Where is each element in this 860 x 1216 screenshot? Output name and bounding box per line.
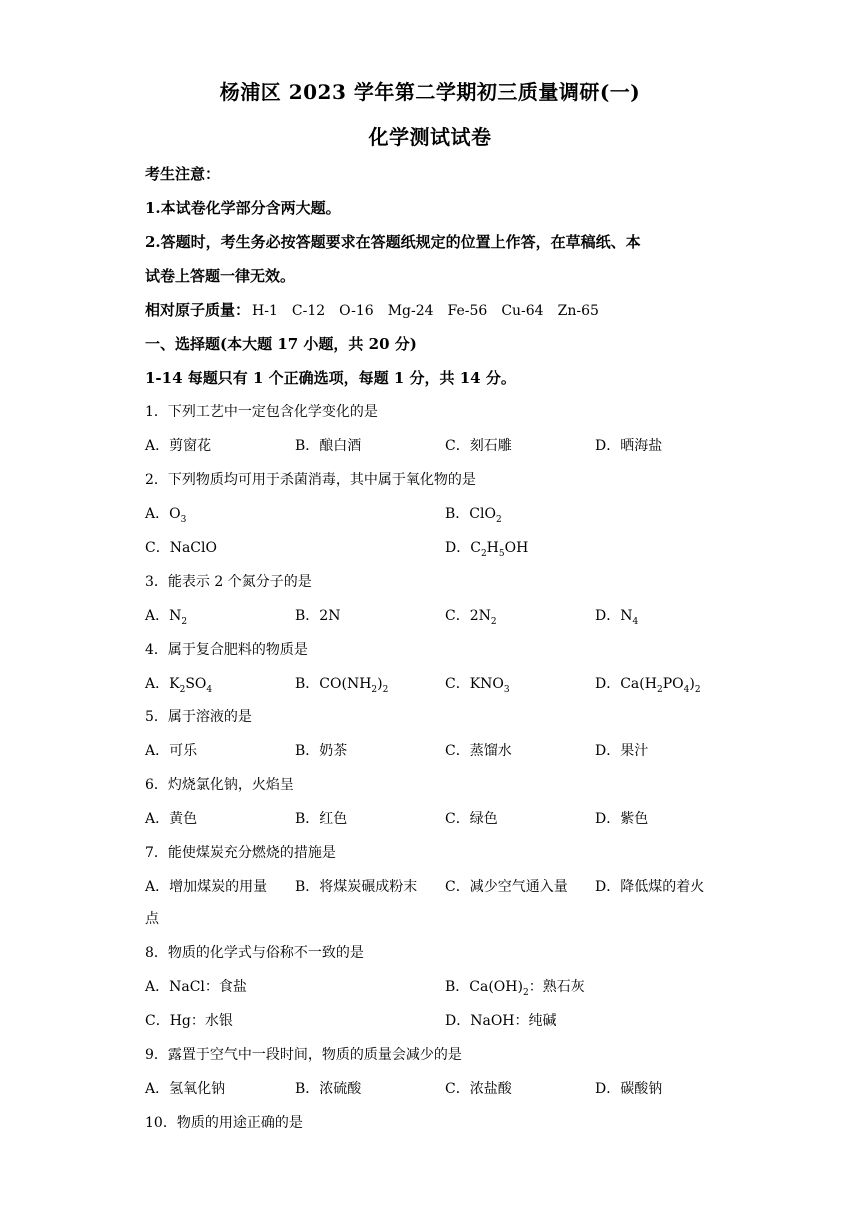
q3-option-d: D．$N_4$ — [595, 608, 639, 627]
q9-option-d: D．碳酸钠 — [595, 1081, 663, 1097]
q8-option-d: D．NaOH：纯碱 — [445, 1013, 557, 1029]
q8-option-b: B．$Ca(OH)_2$：熟石灰 — [445, 979, 585, 998]
q2-option-c: C．NaClO — [145, 540, 217, 556]
q2-option-b: B．ClO$_2$ — [445, 506, 502, 525]
atomic-mass-line — [145, 299, 613, 320]
atomic-mass-c: C-12 — [291, 303, 326, 319]
q9-option-c: C．浓盐酸 — [445, 1081, 512, 1097]
q4-option-c: C．$KNO_3$ — [445, 676, 510, 695]
q4-option-b: B．$CO(NH_2)_2$ — [295, 676, 389, 695]
question-4-stem: 4．属于复合肥料的物质是 — [145, 642, 308, 658]
notice-heading: 考生注意： — [145, 165, 221, 183]
question-10-stem: 10．物质的用途正确的是 — [145, 1115, 303, 1131]
atomic-mass-o: O-16 — [339, 303, 374, 319]
atomic-mass-fe: Fe-56 — [447, 303, 488, 319]
q8-option-a: A．NaCl：食盐 — [145, 979, 247, 995]
q2-option-a: A．$O_3$ — [145, 506, 187, 525]
atomic-mass-zn: Zn-65 — [557, 303, 599, 319]
q7-option-d: D．降低煤的着火 — [595, 879, 705, 895]
section-subtitle: 1-14 每题只有 1 个正确选项，每题 1 分，共 14 分。 — [145, 369, 516, 387]
atomic-mass-mg: Mg-24 — [387, 303, 434, 319]
q6-option-d: D．紫色 — [595, 811, 649, 827]
q3-option-c: C．$2N_2$ — [445, 608, 497, 627]
q4-option-d: D．$Ca(H_2PO_4)_2$ — [595, 676, 701, 695]
q1-option-d: D．晒海盐 — [595, 438, 663, 454]
q4-option-a: A．$K_2SO_4$ — [145, 676, 213, 695]
q5-option-d: D．果汁 — [595, 743, 649, 759]
q3-option-b: B．2N — [295, 608, 341, 624]
q1-option-a: A．剪窗花 — [145, 438, 212, 454]
question-6-stem: 6．灼烧氯化钠，火焰呈 — [145, 777, 294, 793]
q7-option-a: A．增加煤炭的用量 — [145, 879, 268, 895]
atomic-mass-cu: Cu-64 — [501, 303, 544, 319]
q1-option-c: C．刻石雕 — [445, 438, 512, 454]
question-2-stem: 2．下列物质均可用于杀菌消毒，其中属于氧化物的是 — [145, 472, 476, 488]
q3-option-a: A．$N_2$ — [145, 608, 188, 627]
q5-option-b: B．奶茶 — [295, 743, 348, 759]
notice-item-2: 2.答题时，考生务必按答题要求在答题纸规定的位置上作答，在草稿纸、本 — [145, 233, 641, 251]
question-7-stem: 7．能使煤炭充分燃烧的措施是 — [145, 845, 336, 861]
q6-option-c: C．绿色 — [445, 811, 498, 827]
q5-option-a: A．可乐 — [145, 743, 198, 759]
question-3-stem: 3．能表示 2 个氮分子的是 — [145, 574, 312, 590]
q7-option-b: B．将煤炭碾成粉末 — [295, 879, 418, 895]
section-title: 一、选择题(本大题 17 小题，共 20 分) — [145, 335, 417, 353]
q9-option-a: A．氢氧化钠 — [145, 1081, 226, 1097]
q5-option-c: C．蒸馏水 — [445, 743, 512, 759]
q7-option-d-cont: 点 — [145, 911, 159, 927]
exam-subtitle: 化学测试试卷 — [368, 125, 492, 149]
q8-option-c: C．Hg：水银 — [145, 1013, 233, 1029]
q2-option-d: D．$C_2H_5OH$ — [445, 540, 529, 559]
q6-option-b: B．红色 — [295, 811, 348, 827]
question-5-stem: 5．属于溶液的是 — [145, 709, 252, 725]
question-1-stem: 1．下列工艺中一定包含化学变化的是 — [145, 404, 378, 420]
q7-option-c: C．减少空气通入量 — [445, 879, 568, 895]
question-9-stem: 9．露置于空气中一段时间，物质的质量会减少的是 — [145, 1047, 462, 1063]
exam-title: 杨浦区 2023 学年第二学期初三质量调研(一) — [219, 80, 641, 104]
atomic-mass-label: 相对原子质量： — [145, 301, 251, 319]
q1-option-b: B．酿白酒 — [295, 438, 362, 454]
q6-option-a: A．黄色 — [145, 811, 198, 827]
question-8-stem: 8．物质的化学式与俗称不一致的是 — [145, 945, 364, 961]
atomic-mass-h: H-1 — [252, 303, 278, 319]
q9-option-b: B．浓硫酸 — [295, 1081, 362, 1097]
notice-item-2-cont: 试卷上答题一律无效。 — [145, 267, 296, 285]
notice-item-1: 1.本试卷化学部分含两大题。 — [145, 199, 341, 217]
